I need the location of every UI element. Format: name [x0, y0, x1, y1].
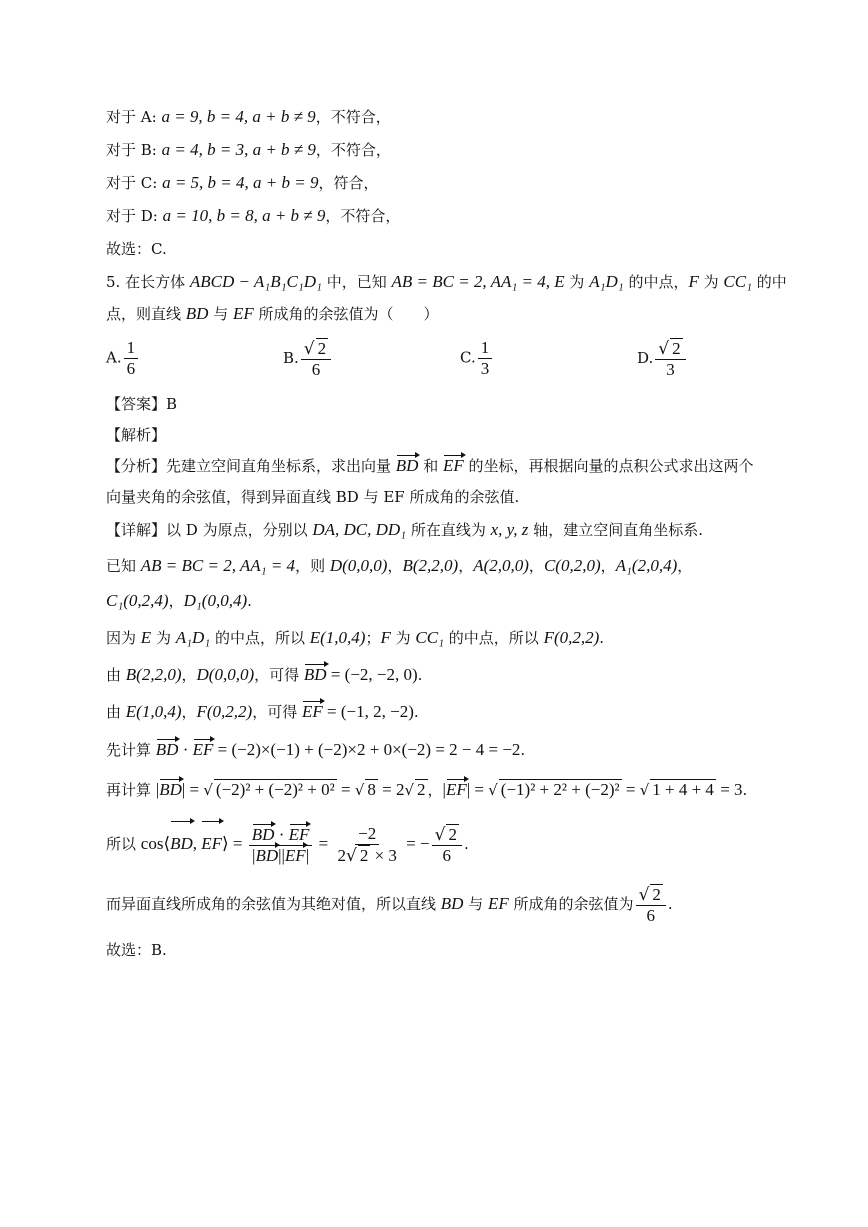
magnitude-line: 再计算 |BD| = √ (−2)² + (−2)² + 0² = √ 8 = 2√ 2 ，|EF| = √ (−1)² + 2² + (−2)² = √ 1 + 4 + 4 = 3.	[106, 780, 748, 799]
final-choice-line: 故选：B.	[106, 941, 167, 959]
vector-ef-line: 由 E(1,0,4)，F(0,2,2)，可得 EF = (−1, 2, −2).	[106, 702, 419, 721]
question-5-line-1: 5. 在长方体 ABCD − A₁B₁C₁D₁ 中，已知 AB = BC = 2, AA₁ = 4, E 为 A₁D₁ 的中点，F 为 CC₁ 的中	[106, 272, 787, 291]
analysis-label: 【解析】	[106, 426, 167, 444]
analysis-line-2: 向量夹角的余弦值，得到异面直线 BD 与 EF 所成角的余弦值.	[106, 488, 520, 506]
option-b: B. $\frac{√ 2}{6}$	[283, 338, 333, 380]
choice-c-line: 故选：C.	[106, 240, 167, 258]
answer-label: 【答案】B	[106, 395, 178, 413]
case-d-line: 对于 D: a = 10, b = 8, a + b ≠ 9，不符合，	[106, 206, 401, 225]
case-a-line: 对于 A: a = 9, b = 4, a + b ≠ 9，不符合，	[106, 107, 391, 126]
option-c: C. $\frac{1}{3}$	[460, 338, 494, 379]
cosine-line: 所以 cos⟨BD, EF⟩ = $\frac{BD \cdot EF}{|BD||EF|}$ = $\frac{-2}{2√ 2 \times 3}$ = − $\frac{√ 2}{6}$ .	[106, 824, 469, 866]
detail-line-1: 【详解】以 D 为原点，分别以 DA, DC, DD₁ 所在直线为 x, y, z 轴，建立空间直角坐标系.	[106, 520, 703, 539]
case-b-line: 对于 B: a = 4, b = 3, a + b ≠ 9，不符合，	[106, 140, 391, 159]
analysis-line-1: 【分析】先建立空间直角坐标系，求出向量 BD 和 EF 的坐标，再根据向量的点积公式求出这两个	[106, 456, 754, 475]
coords-line-1: 已知 AB = BC = 2, AA₁ = 4，则 D(0,0,0)，B(2,2,0)，A(2,0,0)，C(0,2,0)，A₁(2,0,4)，	[106, 556, 693, 575]
coords-line-2: C₁(0,2,4)，D₁(0,0,4).	[106, 591, 252, 610]
case-c-line: 对于 C: a = 5, b = 4, a + b = 9，符合，	[106, 173, 379, 192]
question-5-line-2: 点，则直线 BD 与 EF 所成角的余弦值为（ ）	[106, 304, 439, 323]
option-d: D. $\frac{√ 2}{3}$	[637, 338, 688, 380]
option-a: A. $\frac{1}{6}$	[106, 338, 140, 379]
midpoint-line: 因为 E 为 A₁D₁ 的中点，所以 E(1,0,4)；F 为 CC₁ 的中点，所以 F(0,2,2).	[106, 628, 605, 647]
vector-bd-line: 由 B(2,2,0)，D(0,0,0)，可得 BD = (−2, −2, 0).	[106, 665, 423, 684]
conclusion-line: 而异面直线所成角的余弦值为其绝对值，所以直线 BD 与 EF 所成角的余弦值为 $\frac{√ 2}{6}$ .	[106, 885, 673, 925]
dot-product-line: 先计算 BD · EF = (−2)×(−1) + (−2)×2 + 0×(−2) = 2 − 4 = −2.	[106, 740, 526, 759]
